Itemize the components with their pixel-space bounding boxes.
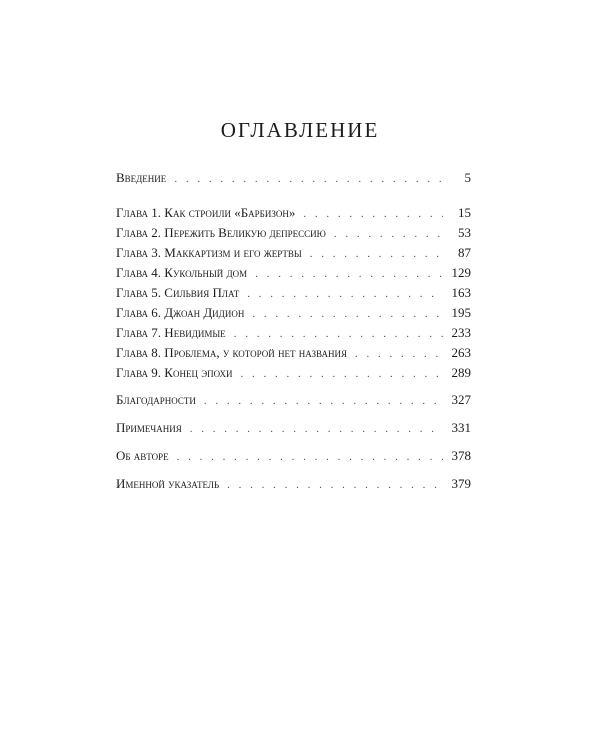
toc-entry-introduction — [116, 170, 471, 190]
toc-entry-label: Введение — [116, 170, 167, 185]
leader-dots — [240, 368, 443, 380]
toc-entry-notes — [116, 420, 471, 440]
toc-entry-label: Об авторе — [116, 448, 169, 463]
toc-entry-page: 378 — [451, 448, 471, 463]
toc-entry-label: Глава 7. Невидимые — [116, 325, 226, 340]
toc-entry-chapter-9 — [116, 365, 471, 385]
leader-dots — [310, 248, 443, 260]
leader-dots — [355, 348, 443, 360]
toc-entry-page: 263 — [451, 345, 471, 360]
toc-entry-page: 233 — [451, 325, 471, 340]
toc-entry-label: Глава 1. Как строили «Барбизон» — [116, 205, 296, 220]
toc-entry-label: Именной указатель — [116, 476, 220, 491]
leader-dots — [247, 288, 443, 300]
leader-dots — [174, 173, 443, 185]
toc-entry-page: 87 — [458, 245, 471, 260]
toc-entry-label: Примечания — [116, 420, 182, 435]
toc-entry-label: Глава 5. Сильвия Плат — [116, 285, 240, 300]
toc-entry-page: 327 — [451, 392, 471, 407]
toc-entry-page: 379 — [451, 476, 471, 491]
toc-entry-chapter-3 — [116, 245, 471, 265]
toc-entry-chapter-4 — [116, 265, 471, 285]
toc-entry-page: 331 — [451, 420, 471, 435]
toc-entry-name-index — [116, 476, 471, 496]
toc-entry-page: 129 — [451, 265, 471, 280]
toc-entry-about-author — [116, 448, 471, 468]
toc-entry-label: Благодарности — [116, 392, 196, 407]
leader-dots — [204, 395, 443, 407]
toc-entry-acknowledgements — [116, 392, 471, 412]
leader-dots — [303, 208, 443, 220]
toc-entry-label: Глава 8. Проблема, у которой нет названия — [116, 345, 347, 360]
toc-entry-label: Глава 6. Джоан Дидион — [116, 305, 245, 320]
toc-entry-chapter-1 — [116, 205, 471, 225]
page-title: ОГЛАВЛЕНИЕ — [220, 118, 380, 142]
toc-entry-page: 163 — [451, 285, 471, 300]
toc-entry-chapter-8 — [116, 345, 471, 365]
toc-entry-label: Глава 2. Пережить Великую депрессию — [116, 225, 326, 240]
toc-entry-label: Глава 3. Маккартизм и его жертвы — [116, 245, 302, 260]
leader-dots — [190, 423, 443, 435]
toc-entry-page: 195 — [451, 305, 471, 320]
toc-entry-label: Глава 4. Кукольный дом — [116, 265, 248, 280]
toc-entry-page: 15 — [458, 205, 471, 220]
toc-entry-label: Глава 9. Конец эпохи — [116, 365, 233, 380]
toc-entry-chapter-5 — [116, 285, 471, 305]
leader-dots — [177, 451, 443, 463]
leader-dots — [252, 308, 443, 320]
leader-dots — [255, 268, 443, 280]
toc-entry-page: 53 — [458, 225, 471, 240]
toc-entry-page: 289 — [451, 365, 471, 380]
leader-dots — [227, 479, 443, 491]
toc-entry-page: 5 — [464, 170, 471, 185]
toc-entry-chapter-6 — [116, 305, 471, 325]
leader-dots — [234, 328, 443, 340]
toc-entry-chapter-7 — [116, 325, 471, 345]
toc-entry-chapter-2 — [116, 225, 471, 245]
leader-dots — [334, 228, 443, 240]
